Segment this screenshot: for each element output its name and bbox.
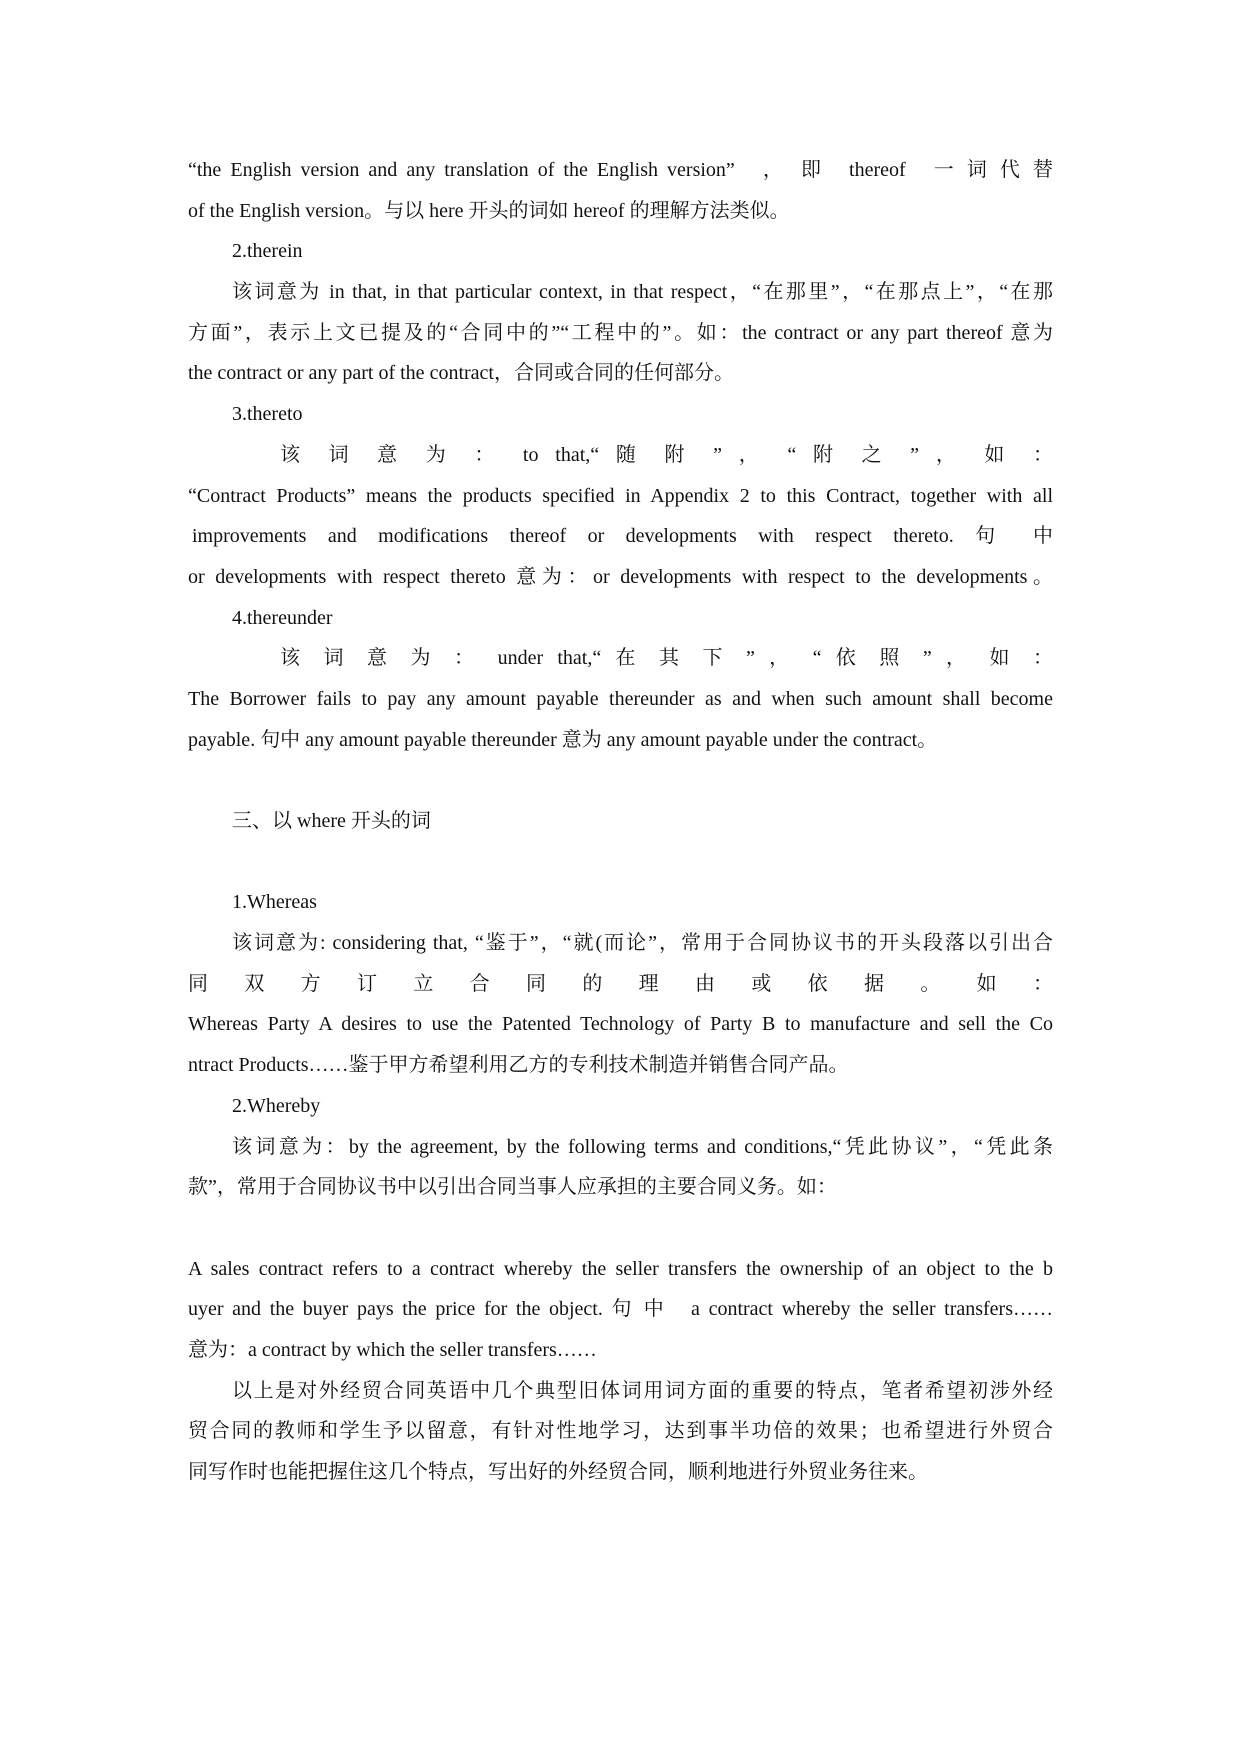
text-line: 方面”，表示上文已提及的“合同中的”“工程中的”。如：the contract or any part thereof 意为: [188, 321, 1053, 344]
section-heading-whereas: 1.Whereas: [232, 891, 317, 914]
text-line: A sales contract refers to a contract whereby the seller transfers the ownership of an object to the b: [188, 1257, 1053, 1280]
text-line: 该 词 意 为 ： under that,“ 在 其 下 ” ， “ 依 照 ” ， 如 ：: [280, 647, 1053, 670]
text-line: 该词意为 in that, in that particular context, in that respect，“在那里”，“在那点上”，“在那: [232, 281, 1053, 304]
text-line: or developments with respect thereto 意为：or developments with respect to the developments。: [188, 565, 1053, 588]
text-line: improvements and modifications thereof or developments with respect thereto. 句 中: [192, 525, 1053, 548]
chapter-heading-where: 三、以 where 开头的词: [232, 810, 431, 832]
text-line: uyer and the buyer pays the price for the object. 句 中 a contract whereby the seller transfers……: [188, 1298, 1053, 1321]
blank-line: [188, 842, 1053, 883]
text-line: 同 双 方 订 立 合 同 的 理 由 或 依 据 。 如 ：: [188, 972, 1053, 995]
section-heading-therein: 2.therein: [232, 240, 303, 263]
text-line: Whereas Party A desires to use the Patented Technology of Party B to manufacture and sell the Co: [188, 1013, 1053, 1036]
text-line: 该词意为: considering that, “鉴于”，“就(而论”，常用于合同协议书的开头段落以引出合: [232, 932, 1053, 955]
text-line: “Contract Products” means the products specified in Appendix 2 to this Contract, together with all: [188, 484, 1053, 507]
text-line: ntract Products……鉴于甲方希望利用乙方的专利技术制造并销售合同产品。: [188, 1054, 849, 1077]
text-line: “the English version and any translation of the English version” ， 即 thereof 一 词 代 替: [188, 159, 1053, 181]
section-heading-whereby: 2.Whereby: [232, 1094, 321, 1117]
text-line: the contract or any part of the contract，合同或合同的任何部分。: [188, 362, 734, 385]
section-heading-thereunder: 4.thereunder: [232, 606, 333, 629]
text-line: 意为：a contract by which the seller transfers……: [188, 1338, 597, 1361]
text-line: 该 词 意 为 ： to that,“ 随 附 ” ， “ 附 之 ” ， 如 ：: [280, 443, 1053, 466]
text-line: 贸合同的教师和学生予以留意，有针对性地学习，达到事半功倍的效果；也希望进行外贸合: [188, 1420, 1053, 1443]
text-line: 同写作时也能把握住这几个特点，写出好的外经贸合同，顺利地进行外贸业务往来。: [188, 1461, 928, 1483]
text-line: 款”，常用于合同协议书中以引出合同当事人应承担的主要合同义务。如：: [188, 1176, 837, 1199]
blank-line: [188, 760, 1053, 801]
text-line: of the English version。与以 here 开头的词如 hereof 的理解方法类似。: [188, 199, 790, 222]
blank-line: [188, 1208, 1053, 1249]
text-line: 以上是对外经贸合同英语中几个典型旧体词用词方面的重要的特点，笔者希望初涉外经: [232, 1379, 1053, 1402]
document-body: [188, 150, 1053, 1493]
section-heading-thereto: 3.thereto: [232, 403, 303, 426]
text-line: 该词意为：by the agreement, by the following terms and conditions,“凭此协议”，“凭此条: [232, 1135, 1053, 1158]
text-line: payable. 句中 any amount payable thereunder 意为 any amount payable under the contract。: [188, 728, 938, 751]
text-line: The Borrower fails to pay any amount payable thereunder as and when such amount shall become: [188, 687, 1053, 710]
